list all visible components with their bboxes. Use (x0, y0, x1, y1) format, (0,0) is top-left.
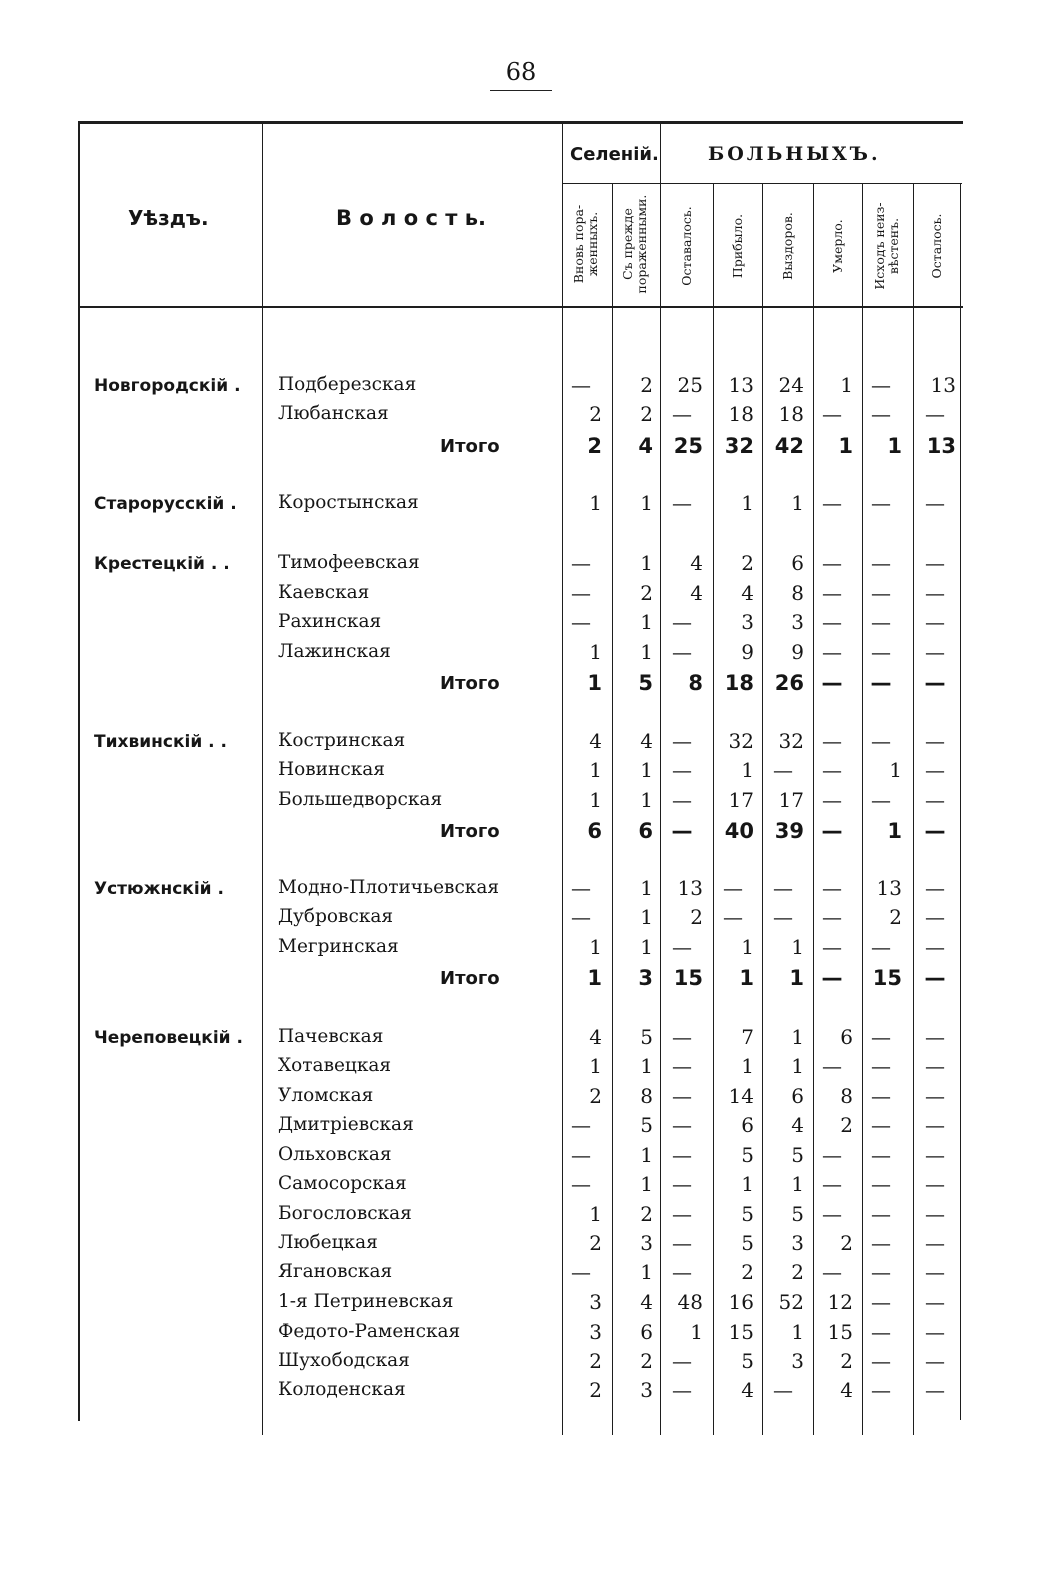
cell-value: 1 (640, 640, 653, 664)
cell-value: — (571, 551, 591, 575)
cell-value: — (672, 1349, 692, 1373)
cell-value: 1 (640, 551, 653, 575)
cell-value: 1 (587, 966, 602, 990)
volost-name: Богословская (278, 1203, 412, 1224)
cell-value: 2 (690, 905, 703, 929)
col-ostalos: Осталось. (928, 213, 944, 279)
cell-value: 1 (741, 935, 754, 959)
cell-value: — (925, 876, 945, 900)
cell-value: — (871, 491, 891, 515)
cell-value: — (871, 551, 891, 575)
uezd-name: Старорусскій . (94, 494, 237, 514)
cell-value: 1 (640, 876, 653, 900)
cell-value: 2 (840, 1349, 853, 1373)
cell-value: — (773, 758, 793, 782)
cell-value: 1 (791, 1320, 804, 1344)
cell-value: — (822, 640, 842, 664)
cell-value: 3 (741, 610, 754, 634)
cell-value: 1 (791, 491, 804, 515)
cell-value: — (925, 1202, 945, 1226)
cell-value: 4 (840, 1378, 853, 1402)
cell-value: — (871, 581, 891, 605)
cell-value: 9 (741, 640, 754, 664)
cell-value: 1 (640, 1143, 653, 1167)
cell-value: 25 (673, 434, 703, 458)
col-iskhod-neizvesten: Исходъ неиз- вѣстенъ. (871, 202, 901, 290)
cell-value: — (672, 610, 692, 634)
cell-value: — (672, 402, 692, 426)
cell-value: 13 (876, 876, 902, 900)
cell-value: — (871, 1231, 891, 1255)
header-uezd: Уѣздъ. (128, 206, 209, 230)
cell-value: — (925, 1231, 945, 1255)
cell-value: — (571, 876, 591, 900)
cell-value: 4 (791, 1113, 804, 1137)
cell-value: — (822, 935, 842, 959)
cell-value: — (672, 1378, 692, 1402)
cell-value: 52 (778, 1290, 804, 1314)
cell-value: — (723, 905, 743, 929)
cell-value: — (571, 1143, 591, 1167)
cell-value: — (822, 402, 842, 426)
cell-value: — (925, 491, 945, 515)
volost-name: Лажинская (278, 641, 391, 662)
cell-value: 1 (840, 373, 853, 397)
cell-value: — (871, 1320, 891, 1344)
volost-name: Колоденская (278, 1379, 406, 1400)
cell-value: — (672, 935, 692, 959)
cell-value: 15 (872, 966, 902, 990)
cell-value: 4 (741, 1378, 754, 1402)
page-number: 68 (490, 58, 552, 91)
cell-value: — (822, 1202, 842, 1226)
cell-value: — (822, 491, 842, 515)
cell-value: 26 (774, 671, 804, 695)
cell-value: 48 (677, 1290, 703, 1314)
cell-value: 25 (677, 373, 703, 397)
cell-value: 18 (728, 402, 754, 426)
cell-value: 4 (589, 729, 602, 753)
cell-value: 8 (840, 1084, 853, 1108)
cell-value: 6 (791, 1084, 804, 1108)
cell-value: 2 (587, 434, 602, 458)
itogo-label: Итого (440, 821, 500, 842)
cell-value: — (672, 729, 692, 753)
cell-value: 2 (589, 1084, 602, 1108)
cell-value: 2 (741, 1260, 754, 1284)
cell-value: 2 (589, 1231, 602, 1255)
cell-value: 6 (587, 819, 602, 843)
cell-value: 1 (589, 640, 602, 664)
cell-value: 7 (741, 1025, 754, 1049)
cell-value: — (925, 1349, 945, 1373)
volost-name: Костринская (278, 730, 406, 751)
cell-value: 2 (589, 402, 602, 426)
cell-value: 8 (640, 1084, 653, 1108)
cell-value: — (822, 1054, 842, 1078)
cell-value: — (822, 758, 842, 782)
cell-value: — (672, 1113, 692, 1137)
cell-value: 13 (677, 876, 703, 900)
cell-value: 2 (640, 581, 653, 605)
cell-value: 1 (640, 905, 653, 929)
cell-value: — (871, 1202, 891, 1226)
volost-name: Хотавецкая (278, 1055, 392, 1076)
cell-value: 1 (640, 788, 653, 812)
cell-value: — (571, 1260, 591, 1284)
volost-name: Шухободская (278, 1350, 410, 1371)
cell-value: — (925, 610, 945, 634)
cell-value: 1 (889, 758, 902, 782)
cell-value: 2 (640, 402, 653, 426)
header-seleniy: Селеній. (570, 144, 659, 165)
cell-value: 17 (778, 788, 804, 812)
cell-value: — (822, 788, 842, 812)
cell-value: — (571, 905, 591, 929)
cell-value: — (871, 1054, 891, 1078)
cell-value: 1 (789, 966, 804, 990)
cell-value: — (723, 876, 743, 900)
cell-value: 4 (640, 1290, 653, 1314)
cell-value: 1 (741, 491, 754, 515)
cell-value: — (871, 1290, 891, 1314)
volost-name: Тимофеевская (278, 552, 420, 573)
cell-value: 5 (741, 1349, 754, 1373)
cell-value: 4 (690, 551, 703, 575)
cell-value: — (672, 788, 692, 812)
cell-value: 2 (741, 551, 754, 575)
cell-value: 4 (638, 434, 653, 458)
cell-value: 3 (589, 1290, 602, 1314)
cell-value: 40 (724, 819, 754, 843)
cell-value: 17 (728, 788, 754, 812)
cell-value: — (925, 935, 945, 959)
cell-value: — (925, 551, 945, 575)
cell-value: 2 (640, 373, 653, 397)
cell-value: — (822, 1172, 842, 1196)
volost-name: Коростынская (278, 492, 419, 513)
cell-value: 1 (589, 491, 602, 515)
cell-value: 2 (640, 1349, 653, 1373)
cell-value: 15 (827, 1320, 853, 1344)
cell-value: 1 (640, 935, 653, 959)
cell-value: — (871, 1143, 891, 1167)
cell-value: 39 (774, 819, 804, 843)
cell-value: — (925, 1143, 945, 1167)
cell-value: 2 (791, 1260, 804, 1284)
cell-value: — (672, 1054, 692, 1078)
cell-value: 1 (640, 758, 653, 782)
header-bottom-rule (78, 306, 963, 308)
cell-value: — (773, 1378, 793, 1402)
cell-value: 3 (589, 1320, 602, 1344)
cell-value: 1 (640, 1260, 653, 1284)
cell-value: — (925, 1290, 945, 1314)
cell-value: — (925, 640, 945, 664)
cell-value: 18 (724, 671, 754, 695)
cell-value: — (871, 402, 891, 426)
volost-name: Самосорская (278, 1173, 407, 1194)
cell-value: 2 (840, 1231, 853, 1255)
cell-value: 1 (838, 434, 853, 458)
uezd-name: Крестецкій . . (94, 554, 230, 574)
cell-value: 13 (926, 434, 956, 458)
uezd-name: Устюжнскій . (94, 879, 224, 899)
volost-name: Дмитріевская (278, 1114, 414, 1135)
cell-value: 9 (791, 640, 804, 664)
cell-value: 1 (887, 819, 902, 843)
cell-value: — (821, 966, 843, 990)
cell-value: — (925, 1320, 945, 1344)
cell-value: 8 (791, 581, 804, 605)
cell-value: 3 (640, 1378, 653, 1402)
volost-name: Ольховская (278, 1144, 392, 1165)
cell-value: 2 (840, 1113, 853, 1137)
cell-value: — (871, 1084, 891, 1108)
cell-value: — (925, 1113, 945, 1137)
cell-value: 1 (791, 1054, 804, 1078)
cell-value: — (822, 729, 842, 753)
cell-value: — (821, 819, 843, 843)
cell-value: 4 (741, 581, 754, 605)
cell-value: — (870, 671, 892, 695)
cell-value: 4 (589, 1025, 602, 1049)
cell-value: 4 (690, 581, 703, 605)
cell-value: — (672, 491, 692, 515)
cell-value: 1 (791, 935, 804, 959)
volost-name: Подберезская (278, 374, 417, 395)
cell-value: — (925, 1025, 945, 1049)
cell-value: 32 (778, 729, 804, 753)
cell-value: — (871, 729, 891, 753)
cell-value: — (871, 640, 891, 664)
cell-value: 12 (827, 1290, 853, 1314)
cell-value: — (925, 758, 945, 782)
cell-value: 1 (887, 434, 902, 458)
cell-value: 15 (673, 966, 703, 990)
uezd-name: Новгородскій . (94, 376, 241, 396)
cell-value: 5 (640, 1113, 653, 1137)
cell-value: 3 (791, 1349, 804, 1373)
cell-value: 1 (589, 935, 602, 959)
col-pribylo: Прибыло. (729, 213, 745, 279)
volost-name: Федото-Раменская (278, 1321, 461, 1342)
cell-value: 5 (741, 1143, 754, 1167)
cell-value: — (821, 671, 843, 695)
cell-value: — (672, 1025, 692, 1049)
cell-value: — (671, 819, 693, 843)
cell-value: 3 (791, 610, 804, 634)
rule-uezd-volost (262, 121, 263, 1435)
cell-value: 1 (791, 1025, 804, 1049)
cell-value: — (871, 788, 891, 812)
cell-value: 1 (640, 610, 653, 634)
cell-value: — (672, 1084, 692, 1108)
cell-value: — (571, 373, 591, 397)
volost-name: Дубровская (278, 906, 394, 927)
cell-value: — (925, 581, 945, 605)
cell-value: 8 (688, 671, 703, 695)
volost-name: Мегринская (278, 936, 399, 957)
cell-value: — (822, 1260, 842, 1284)
cell-value: — (871, 1260, 891, 1284)
cell-value: 3 (791, 1231, 804, 1255)
cell-value: 1 (589, 1202, 602, 1226)
cell-value: — (924, 671, 946, 695)
volost-name: 1-я Петриневская (278, 1291, 454, 1312)
cell-value: 6 (638, 819, 653, 843)
cell-value: 2 (589, 1378, 602, 1402)
cell-value: 5 (741, 1202, 754, 1226)
cell-value: — (925, 788, 945, 812)
col-umerlo: Умерло. (829, 219, 845, 273)
cell-value: 18 (778, 402, 804, 426)
cell-value: 1 (640, 1172, 653, 1196)
cell-value: — (773, 876, 793, 900)
cell-value: — (871, 1172, 891, 1196)
volost-name: Ягановская (278, 1261, 393, 1282)
cell-value: 1 (589, 788, 602, 812)
volost-name: Новинская (278, 759, 385, 780)
table-left-rule (78, 121, 80, 1421)
cell-value: 1 (587, 671, 602, 695)
cell-value: 6 (840, 1025, 853, 1049)
cell-value: — (871, 935, 891, 959)
cell-value: 13 (930, 373, 956, 397)
cell-value: — (924, 819, 946, 843)
volost-name: Большедворская (278, 789, 443, 810)
cell-value: — (925, 1054, 945, 1078)
col-vnov-porazhennykh: Вновь пора- женныхъ. (571, 204, 600, 284)
volost-name: Каевская (278, 582, 370, 603)
cell-value: — (925, 402, 945, 426)
cell-value: 1 (741, 758, 754, 782)
cell-value: — (672, 1260, 692, 1284)
cell-value: — (925, 1260, 945, 1284)
cell-value: — (822, 905, 842, 929)
col-vyzdorov: Выздоров. (779, 212, 795, 280)
cell-value: — (672, 1231, 692, 1255)
cell-value: 6 (741, 1113, 754, 1137)
cell-value: — (925, 1084, 945, 1108)
cell-value: — (822, 581, 842, 605)
volost-name: Любанская (278, 403, 389, 424)
cell-value: 6 (791, 551, 804, 575)
volost-name: Уломская (278, 1085, 374, 1106)
cell-value: 4 (640, 729, 653, 753)
cell-value: — (773, 905, 793, 929)
cell-value: 1 (741, 1172, 754, 1196)
cell-value: 2 (589, 1349, 602, 1373)
cell-value: 15 (728, 1320, 754, 1344)
cell-value: 1 (791, 1172, 804, 1196)
cell-value: 1 (589, 1054, 602, 1078)
uezd-name: Тихвинскій . . (94, 732, 227, 752)
table-top-rule (78, 121, 963, 124)
cell-value: — (822, 1143, 842, 1167)
cell-value: 1 (640, 491, 653, 515)
cell-value: 5 (741, 1231, 754, 1255)
cell-value: 1 (741, 1054, 754, 1078)
cell-value: — (822, 610, 842, 634)
cell-value: — (871, 610, 891, 634)
cell-value: 5 (791, 1143, 804, 1167)
cell-value: — (871, 1378, 891, 1402)
cell-value: 2 (640, 1202, 653, 1226)
cell-value: 1 (739, 966, 754, 990)
cell-value: 24 (778, 373, 804, 397)
cell-value: 1 (589, 758, 602, 782)
cell-value: — (925, 1378, 945, 1402)
header-volost: В о л о с т ь. (336, 206, 486, 230)
cell-value: 13 (728, 373, 754, 397)
cell-value: 14 (728, 1084, 754, 1108)
cell-value: 5 (791, 1202, 804, 1226)
cell-value: — (672, 640, 692, 664)
uezd-name: Череповецкій . (94, 1028, 243, 1048)
cell-value: — (571, 1172, 591, 1196)
cell-value: 2 (889, 905, 902, 929)
volost-name: Модно-Плотичьевская (278, 877, 500, 898)
cell-value: — (871, 373, 891, 397)
cell-value: — (925, 905, 945, 929)
cell-value: 42 (774, 434, 804, 458)
cell-value: 32 (724, 434, 754, 458)
itogo-label: Итого (440, 673, 500, 694)
cell-value: 3 (638, 966, 653, 990)
volost-name: Пачевская (278, 1026, 384, 1047)
cell-value: — (672, 1172, 692, 1196)
cell-value: 32 (728, 729, 754, 753)
cell-value: 5 (638, 671, 653, 695)
cell-value: — (571, 610, 591, 634)
col-s-prezhde-porazhennymi: Съ прежде пораженными. (620, 194, 649, 294)
cell-value: 5 (640, 1025, 653, 1049)
itogo-label: Итого (440, 436, 500, 457)
volost-name: Рахинская (278, 611, 382, 632)
cell-value: — (822, 551, 842, 575)
cell-value: — (871, 1025, 891, 1049)
col-ostavalos: Оставалось. (678, 206, 694, 286)
cell-value: — (822, 876, 842, 900)
cell-value: — (672, 1202, 692, 1226)
cell-value: — (672, 1143, 692, 1167)
cell-value: — (925, 729, 945, 753)
cell-value: — (571, 1113, 591, 1137)
cell-value: — (672, 758, 692, 782)
cell-value: 16 (728, 1290, 754, 1314)
cell-value: — (871, 1349, 891, 1373)
cell-value: — (924, 966, 946, 990)
cell-value: — (925, 1172, 945, 1196)
cell-value: 3 (640, 1231, 653, 1255)
cell-value: 1 (690, 1320, 703, 1344)
rule-right (960, 183, 961, 1420)
cell-value: — (571, 581, 591, 605)
header-bolnykh: БОЛЬНЫХЪ. (708, 143, 881, 165)
cell-value: 6 (640, 1320, 653, 1344)
cell-value: 1 (640, 1054, 653, 1078)
itogo-label: Итого (440, 968, 500, 989)
volost-name: Любецкая (278, 1232, 378, 1253)
cell-value: — (871, 1113, 891, 1137)
